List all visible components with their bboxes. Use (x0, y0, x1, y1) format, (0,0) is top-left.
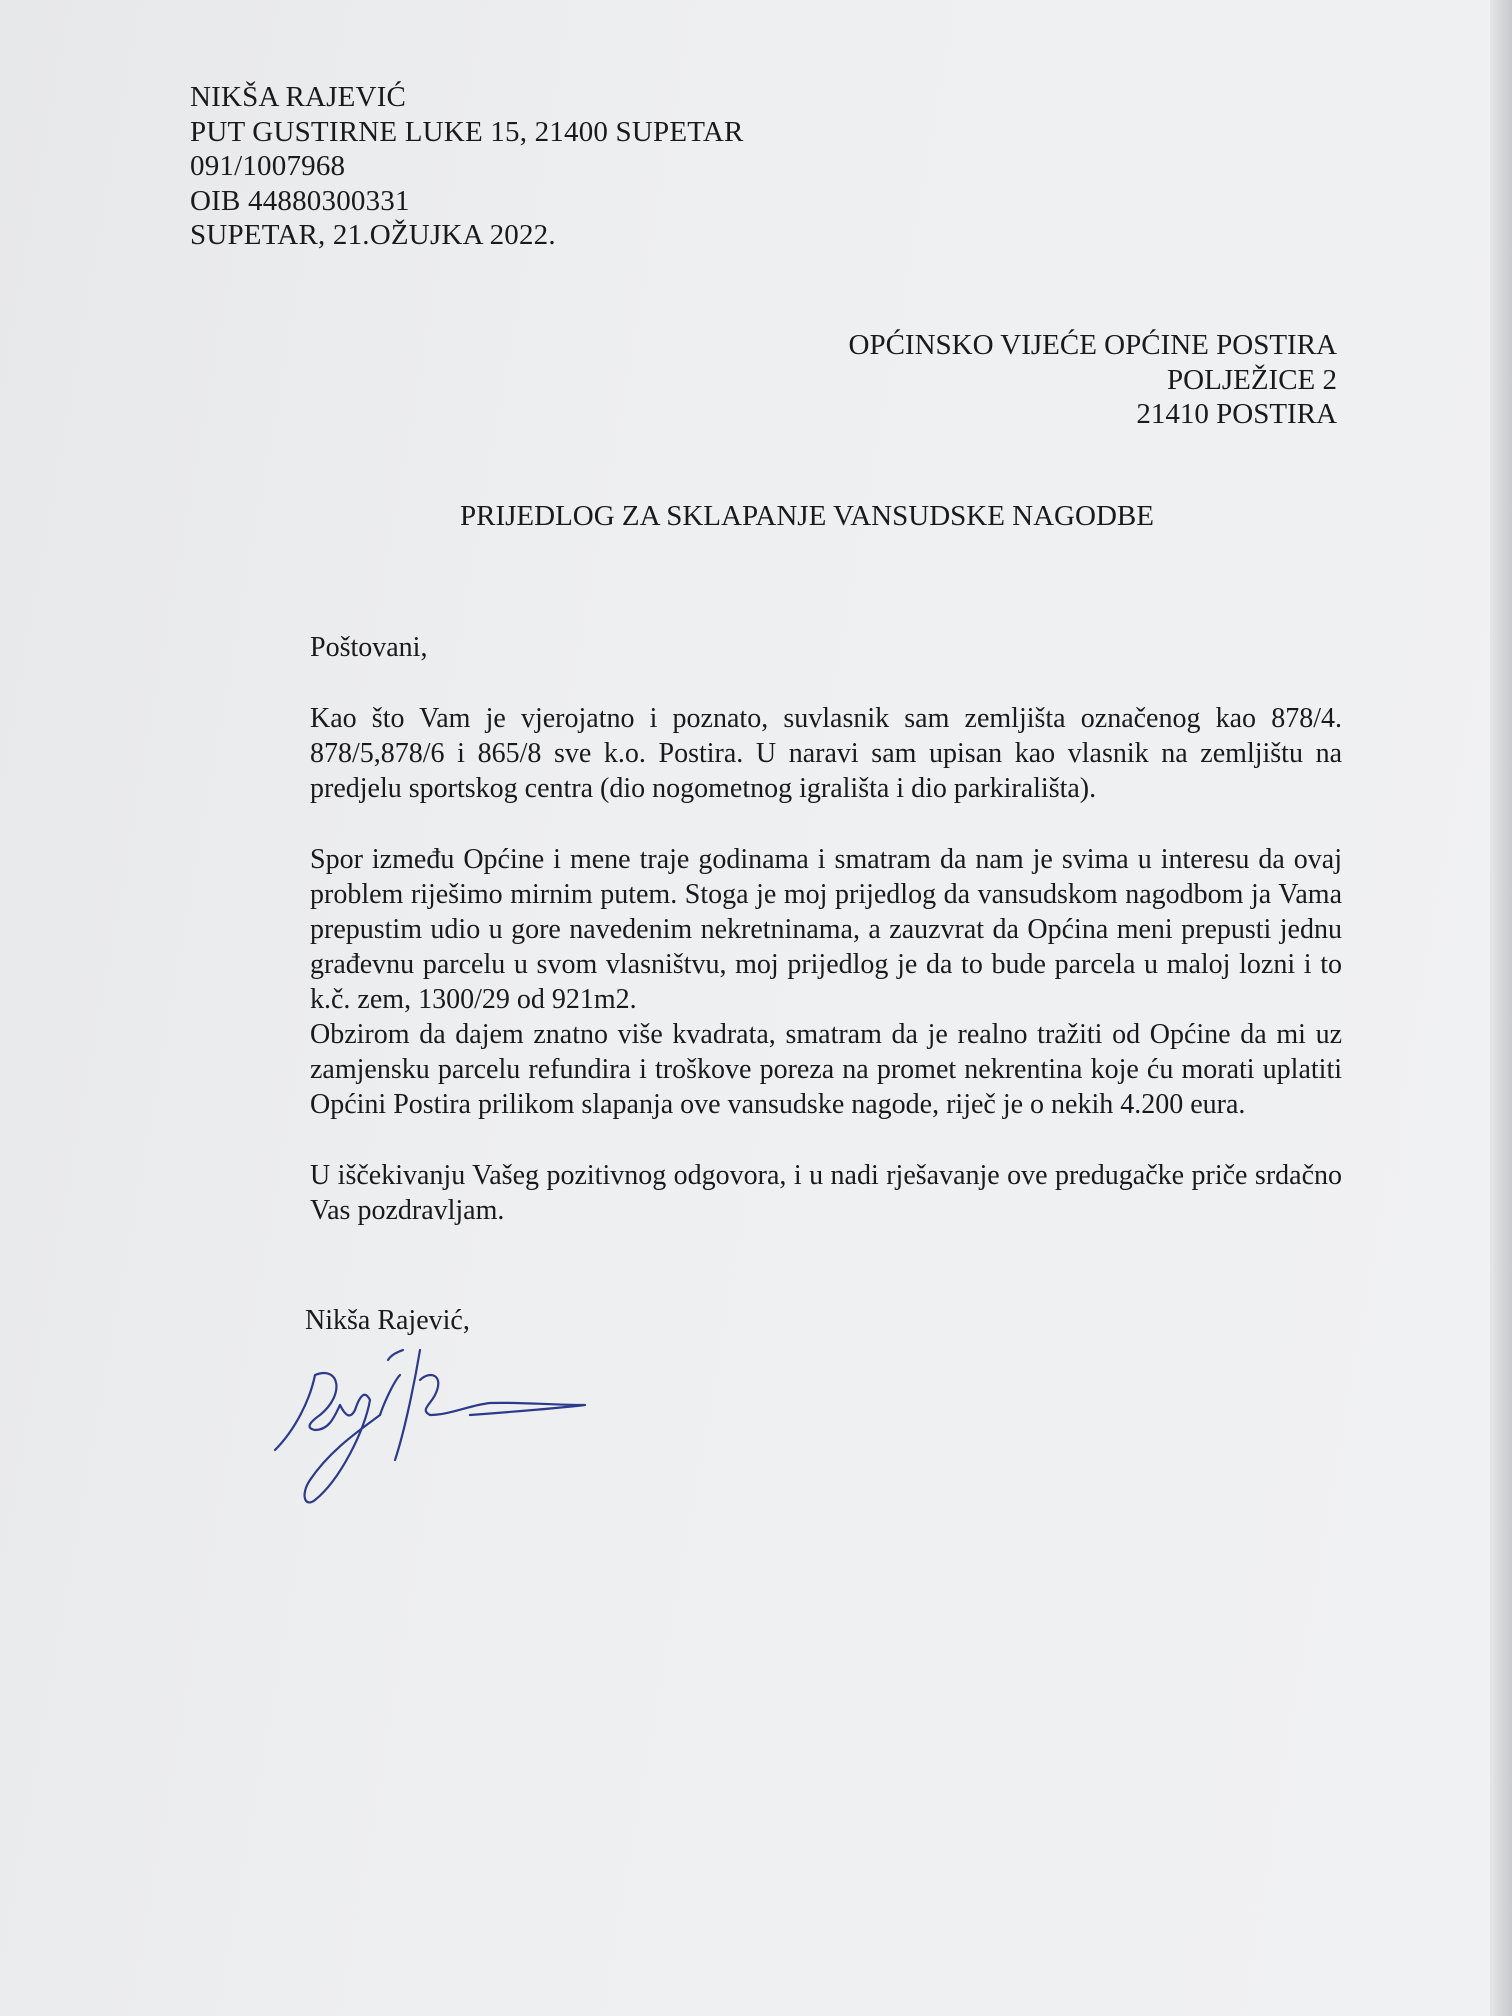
recipient-line-1: OPĆINSKO VIJEĆE OPĆINE POSTIRA (848, 329, 1337, 361)
paragraph-3: U iščekivanju Vašeg pozitivnog odgovora, i u nadi rješavanje ove predugačke priče srdačno Vas pozdravljam. (310, 1160, 1342, 1226)
document-title: PRIJEDLOG ZA SKLAPANJE VANSUDSKE NAGODBE (460, 500, 1154, 532)
page-edge (1490, 0, 1512, 2016)
recipient-line-3: 21410 POSTIRA (1136, 398, 1337, 430)
letter-body (310, 630, 1342, 1228)
paragraph-2b: Obzirom da dajem znatno više kvadrata, smatram da je realno tražiti od Općine da mi uz zamjensku parcelu refundira i troškove poreza na promet nekrentina koje ću morati uplatiti Općini Postira prilikom slapanja ove vansudske nagode, riječ je o nekih 4.200 eura. (310, 1019, 1342, 1120)
sender-phone: 091/1007968 (190, 150, 346, 182)
sender-place-date: SUPETAR, 21.OŽUJKA 2022. (190, 219, 556, 251)
recipient-block (849, 328, 1338, 432)
closing-name: Nikša Rajević, (305, 1305, 470, 1336)
sender-address: PUT GUSTIRNE LUKE 15, 21400 SUPETAR (190, 115, 744, 148)
sender-oib: OIB 44880300331 (190, 184, 410, 217)
recipient-line-2: POLJEŽICE 2 (1167, 363, 1337, 396)
paragraph-2a: Spor između Općine i mene traje godinama i smatram da nam je svima u interesu da ovaj problem riješimo mirnim putem. Stoga je moj prijedlog da vansudskom nagodbom ja Vama prepustim udio u gore navedenim nekretninama, a zauzvrat da Općina meni prepusti jednu građevnu parcelu u svom vlasništvu, moj prijedlog je da to bude parcela u maloj lozni i to k.č. zem, 1300/29 od 921m2. (310, 844, 1342, 1015)
greeting: Poštovani, (310, 632, 428, 663)
paragraph-1: Kao što Vam je vjerojatno i poznato, suvlasnik sam zemljišta označenog kao 878/4. 878/5,878/6 i 865/8 sve k.o. Postira. U naravi sam upisan kao vlasnik na zemljištu na predjelu sportskog centra (dio nogometnog igrališta i dio parkirališta). (310, 703, 1342, 804)
handwritten-signature (270, 1320, 600, 1510)
sender-block (190, 80, 744, 253)
sender-name: NIKŠA RAJEVIĆ (190, 81, 407, 113)
